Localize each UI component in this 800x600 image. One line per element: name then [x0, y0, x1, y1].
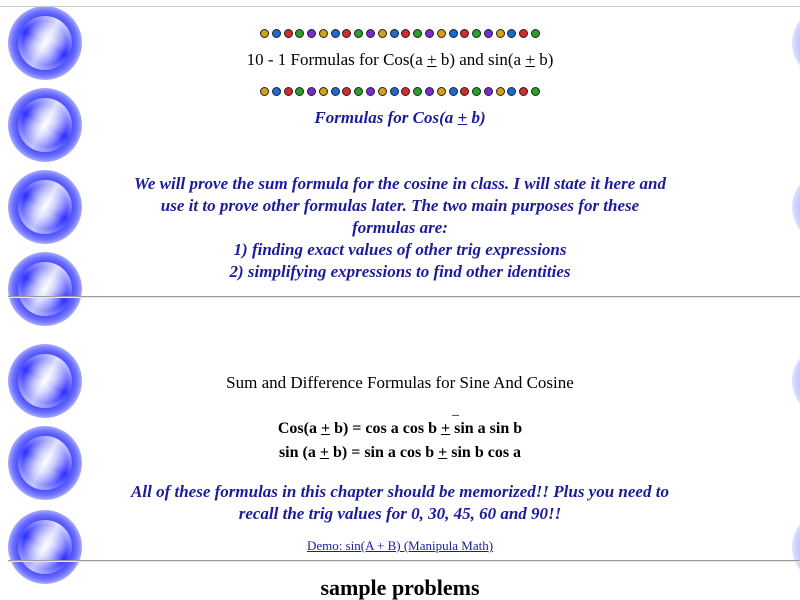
- dot-icon: [354, 29, 363, 38]
- dot-icon: [378, 87, 387, 96]
- title-text-2: b) and sin(a: [436, 50, 526, 69]
- swirl-background: [0, 0, 88, 600]
- page-title: [0, 50, 800, 70]
- dot-icon: [484, 87, 493, 96]
- demo-link-container: [0, 538, 800, 554]
- horizontal-rule: [8, 296, 800, 298]
- dot-icon: [378, 29, 387, 38]
- formula-text: b) = sin a cos b: [328, 444, 439, 461]
- sin-formula: [0, 444, 800, 462]
- dot-icon: [342, 87, 351, 96]
- dot-icon: [366, 29, 375, 38]
- dot-icon: [496, 29, 505, 38]
- dot-icon: [425, 29, 434, 38]
- dot-icon: [331, 87, 340, 96]
- cos-formula: [0, 420, 800, 438]
- dot-icon: [390, 87, 399, 96]
- dot-icon: [437, 29, 446, 38]
- demo-link[interactable]: Demo: sin(A + B) (Manipula Math): [306, 538, 494, 553]
- title-plus-minus-2: +: [525, 50, 535, 69]
- title-text-3: b): [534, 50, 554, 69]
- dot-icon: [413, 29, 422, 38]
- intro-line: We will prove the sum formula for the cosine in class. I will state it here and: [134, 174, 666, 193]
- heading-text-1: Formulas for Cos(a: [314, 108, 458, 127]
- dot-icon: [284, 29, 293, 38]
- dot-icon: [307, 87, 316, 96]
- dot-icon: [272, 29, 281, 38]
- intro-paragraph: [100, 173, 700, 283]
- dot-icon: [272, 87, 281, 96]
- formula-text: Cos(a: [277, 420, 321, 437]
- heading-plus-minus: +: [457, 108, 468, 127]
- dot-icon: [531, 87, 540, 96]
- sample-problems-heading: sample problems: [320, 575, 480, 600]
- dot-icon: [260, 87, 269, 96]
- purpose-item: 2) simplifying expressions to find other identities: [229, 262, 571, 281]
- dot-icon: [449, 29, 458, 38]
- dot-icon: [260, 29, 269, 38]
- formula-text: b) = cos a cos b: [330, 420, 441, 437]
- swirl-background-right: [792, 0, 800, 600]
- dot-icon: [413, 87, 422, 96]
- dot-icon: [507, 87, 516, 96]
- dot-icon: [519, 29, 528, 38]
- dot-icon: [401, 29, 410, 38]
- dot-icon: [425, 87, 434, 96]
- dot-icon: [531, 29, 540, 38]
- dot-icon: [496, 87, 505, 96]
- formula-plus-minus: +: [320, 420, 331, 437]
- dot-icon: [507, 29, 516, 38]
- dot-icon: [460, 87, 469, 96]
- formula-text: sin (a: [278, 444, 320, 461]
- dot-icon: [342, 29, 351, 38]
- memo-line: recall the trig values for 0, 30, 45, 60 and 90!!: [238, 504, 562, 523]
- dot-icon: [484, 29, 493, 38]
- intro-line: use it to prove other formulas later. The two main purposes for these: [160, 196, 640, 215]
- dot-icon: [437, 87, 446, 96]
- dot-icon: [449, 87, 458, 96]
- minus-overbar: _: [452, 403, 459, 418]
- dot-icon: [401, 87, 410, 96]
- title-plus-minus-1: +: [427, 50, 437, 69]
- swirl-icon: [792, 170, 800, 244]
- dot-separator-top: [260, 28, 540, 38]
- swirl-icon: [8, 170, 82, 244]
- dot-icon: [472, 87, 481, 96]
- dot-separator-bottom: [260, 86, 540, 96]
- memorize-note: [100, 481, 700, 525]
- top-divider: [0, 6, 800, 7]
- swirl-icon: [8, 252, 82, 326]
- dot-icon: [307, 29, 316, 38]
- dot-icon: [390, 29, 399, 38]
- formula-text: sin a sin b: [450, 420, 523, 437]
- formula-text: sin b cos a: [447, 444, 522, 461]
- dot-icon: [295, 29, 304, 38]
- section-heading-sum-difference: Sum and Difference Formulas for Sine And Cosine: [226, 373, 574, 392]
- dot-icon: [519, 87, 528, 96]
- purpose-item: 1) finding exact values of other trig expressions: [233, 240, 567, 259]
- dot-icon: [284, 87, 293, 96]
- dot-icon: [366, 87, 375, 96]
- heading-text-2: b): [467, 108, 486, 127]
- memo-line: All of these formulas in this chapter should be memorized!! Plus you need to: [131, 482, 669, 501]
- title-text-1: 10 - 1 Formulas for Cos(a: [246, 50, 427, 69]
- dot-icon: [354, 87, 363, 96]
- dot-icon: [331, 29, 340, 38]
- horizontal-rule: [8, 560, 800, 562]
- dot-icon: [472, 29, 481, 38]
- formula-plus-minus: +: [438, 444, 448, 461]
- dot-icon: [295, 87, 304, 96]
- dot-icon: [319, 29, 328, 38]
- dot-icon: [319, 87, 328, 96]
- intro-line: formulas are:: [352, 218, 448, 237]
- dot-icon: [460, 29, 469, 38]
- formula-plus-minus: +: [440, 420, 451, 437]
- formula-plus-minus: +: [319, 444, 329, 461]
- section-heading-cos: [0, 108, 800, 128]
